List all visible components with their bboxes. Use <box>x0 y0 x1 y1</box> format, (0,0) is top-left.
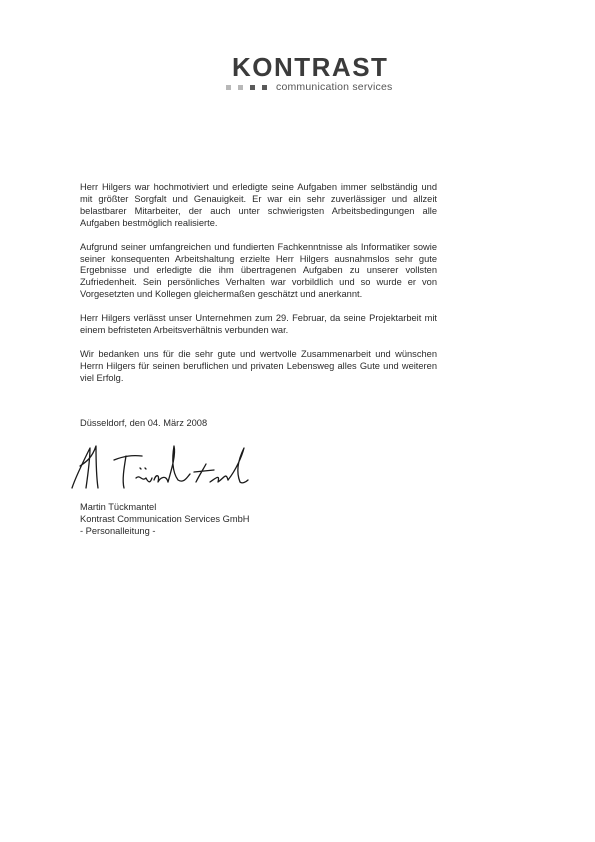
letter-body <box>80 182 437 397</box>
logo-wordmark: KONTRAST <box>232 52 389 82</box>
company-logo <box>226 54 401 94</box>
paragraph-departure: Herr Hilgers verlässt unser Unternehmen zum 29. Februar, da seine Projektarbeit mit einem befristeten Arbeitsverhältnis verbunden war. <box>80 313 437 336</box>
signer-name: Martin Tückmantel <box>80 502 157 512</box>
place-and-date: Düsseldorf, den 04. März 2008 <box>80 418 208 428</box>
handwritten-signature <box>66 438 256 498</box>
logo-subline <box>226 81 392 93</box>
company-name: Kontrast Communication Services GmbH <box>80 514 250 525</box>
logo-square-icon <box>226 85 231 90</box>
signature-block <box>80 501 249 538</box>
logo-square-icon <box>238 85 243 90</box>
paragraph-expertise: Aufgrund seiner umfangreichen und fundierten Fachkenntnisse als Informatiker sowie seiner konsequenten Arbeitshaltung erzielte Herr Hilgers ausnahmslos sehr gute Ergebnisse und erledigte die ihm übertragenen Aufgaben zu unserer vollsten Zufriedenheit. Sein persönliches Verhalten war vorbildlich und so wurde er von Vorgesetzten und Kollegen gleichermaßen geschätzt und anerkannt. <box>80 241 437 300</box>
logo-tagline: communication services <box>276 81 393 93</box>
signer-role: - Personalleitung - <box>80 526 156 537</box>
paragraph-performance: Herr Hilgers war hochmotiviert und erledigte seine Aufgaben immer selbständig und mit größter Sorgfalt und Genauigkeit. Er war ein sehr zuverlässiger und allzeit belastbarer Mitarbeiter, der auch unter schwierigsten Arbeitsbedingungen alle Aufgaben bestmöglich realisierte. <box>80 182 437 228</box>
paragraph-thanks: Wir bedanken uns für die sehr gute und wertvolle Zusammenarbeit und wünschen Herrn Hilgers für seinen beruflichen und privaten Lebensweg alles Gute und weiteren viel Erfolg. <box>80 348 437 383</box>
logo-square-icon <box>250 85 255 90</box>
logo-square-icon <box>262 85 267 90</box>
